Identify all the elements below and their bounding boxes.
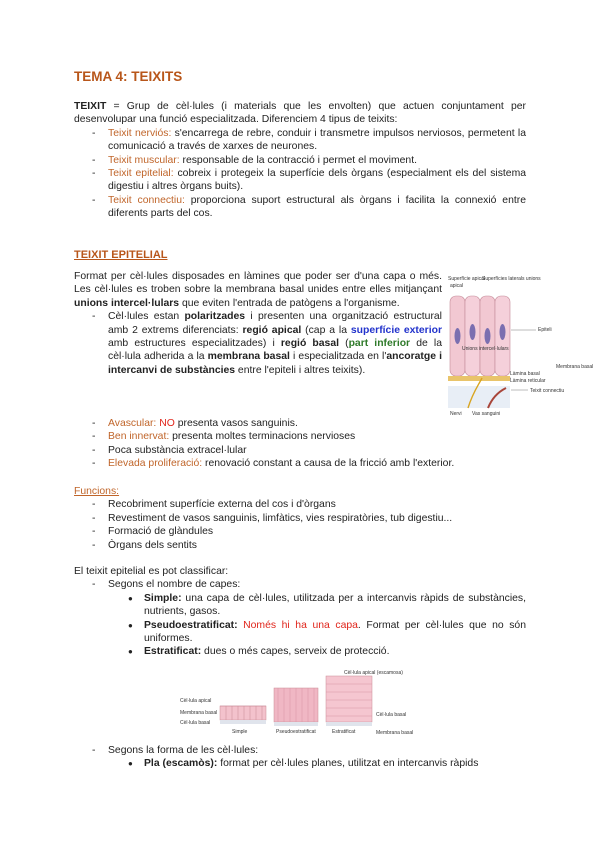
basal-lamina <box>448 376 510 381</box>
label-superficie: Superfície apical <box>448 276 485 282</box>
label-unions: Unions intercel·lulars <box>462 346 509 352</box>
epitelial-body <box>74 270 442 377</box>
label-nervi: Nervi <box>450 411 462 417</box>
label-superficies-laterals: Superfícies laterals unions <box>482 276 541 282</box>
list-item: ● Estratificat: dues o més capes, serveix de protecció. <box>74 645 526 658</box>
classif-intro: El teixit epitelial es pot classificar: <box>74 566 229 577</box>
list-item: - Segons el nombre de capes: <box>74 578 526 591</box>
intro-block <box>74 100 526 221</box>
tissue-types-list <box>74 127 526 221</box>
intro-term: TEIXIT <box>74 101 107 112</box>
forma-section <box>74 744 526 771</box>
label-vas: Vas sanguini <box>472 411 501 417</box>
list-item: - Ben innervat: presenta moltes terminacions nervioses <box>74 430 526 443</box>
label-membrana-basal: Membrana basal <box>180 710 218 716</box>
list-item: - Revestiment de vasos sanguinis, limfàtics, vies respiratòries, tub digestiu... <box>74 512 526 525</box>
capes-list <box>74 592 526 659</box>
list-item: - Teixit nerviós: s'encarrega de rebre, conduir i transmetre impulsos nerviosos, permetent la comunicació a través de xarxes de neurones. <box>74 127 526 154</box>
list-item: - Teixit epitelial: cobreix i protegeix la superfície dels òrgans (especialment els del sistema digestiu i altres òrgans buits). <box>74 167 526 194</box>
epitelial-section <box>74 249 526 262</box>
pseudostratified-epithelium-image <box>274 688 318 726</box>
list-item: - Elevada proliferació: renovació constant a causa de la fricció amb l'exterior. <box>74 457 526 470</box>
list-item: ● Simple: una capa de cèl·lules, utilitzada per a intercanvis ràpids de substàncies, nutrients, gasos. <box>74 592 526 619</box>
list-item: - Poca substància extracel·lular <box>74 444 526 457</box>
caption-estrat: Estratificat <box>332 729 356 735</box>
epitelial-features-list <box>74 310 442 377</box>
funcions-list <box>74 498 526 552</box>
label-r3: Membrana basal <box>376 730 414 736</box>
simple-epithelium-image <box>220 706 266 724</box>
section-heading: TEIXIT EPITELIAL <box>74 249 168 261</box>
classification-figure <box>180 670 420 738</box>
label-cell-apical: Cèl·lula apical <box>180 698 212 704</box>
label-r1: Cèl·lula apical (escamosa) <box>344 670 403 676</box>
epithelium-diagram <box>448 274 594 418</box>
list-item: - Recobriment superfície externa del cos i d'òrgans <box>74 498 526 511</box>
label-apical: apical <box>450 283 464 289</box>
list-item: - Avascular: NO presenta vasos sanguinis. <box>74 417 526 430</box>
label-lamina: Làmina basal <box>510 371 540 377</box>
label-membrana: Membrana basal <box>556 364 594 370</box>
label-r2: Cèl·lula basal <box>376 712 407 718</box>
funcions-section <box>74 485 526 552</box>
label-connectiu: Teixit connectiu <box>530 388 565 394</box>
caption-simple: Simple <box>232 729 248 735</box>
label-lamina-reticular: Làmina reticular <box>510 378 546 384</box>
label-epiteli: Epiteli <box>538 327 552 333</box>
caption-pseudo: Pseudoestratificat <box>276 729 316 735</box>
list-item: - Segons la forma de les cèl·lules: <box>74 744 526 757</box>
list-item: - Òrgans dels sentits <box>74 539 526 552</box>
list-item: - Teixit connectiu: proporciona suport estructural als òrgans i facilita la connexió entre diferents parts del cos. <box>74 194 526 221</box>
label-cell-basal: Cèl·lula basal <box>180 720 211 726</box>
epithelial-cells <box>450 296 510 376</box>
list-item: - Cèl·lules estan polaritzades i presenten una organització estructural amb 2 extrems diferenciats: regió apical (cap a la superfície exterior amb estructures especialitzades) i regió basal (part inferior de la cèl·lula adherida a la membrana basal i especialitzada en l'ancoratge i intercanvi de substàncies entre l'epiteli i altres teixits). <box>74 310 442 377</box>
funcions-heading: Funcions: <box>74 486 120 497</box>
list-item: - Formació de glàndules <box>74 525 526 538</box>
classification-section <box>74 565 526 659</box>
epitelial-paragraph: Format per cèl·lules disposades en làmines que poder ser d'una capa o més. Les cèl·lules es troben sobre la membrana basal unides entre elles mitjançant unions intercel·lulars que eviten l'entrada de patògens a l'organisme. <box>74 271 442 309</box>
page-title: TEMA 4: TEIXITS <box>74 69 183 84</box>
list-item: - Teixit muscular: responsable de la contracció i permet el moviment. <box>74 154 526 167</box>
list-item: ● Pla (escamòs): format per cèl·lules planes, utilitzat en intercanvis ràpids <box>74 757 526 770</box>
connective-layer <box>448 386 510 408</box>
epitelial-features-cont <box>74 417 526 471</box>
stratified-epithelium-image <box>326 676 372 726</box>
intro-paragraph: TEIXIT = Grup de cèl·lules (i materials que les envolten) que actuen conjuntament per desenvolupar una funció especialitzada. Diferenciem 4 tipus de teixits: <box>74 101 526 126</box>
list-item: ● Pseudoestratificat: Només hi ha una capa. Format per cèl·lules que no són uniformes. <box>74 619 526 646</box>
